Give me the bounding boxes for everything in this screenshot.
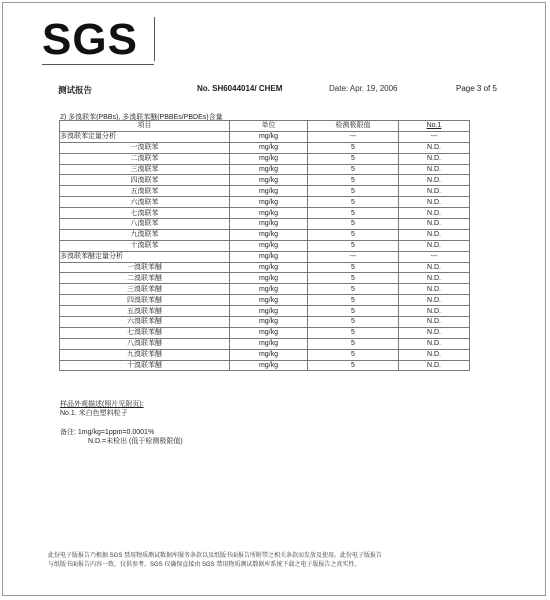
result-cell: N.D. <box>399 142 470 153</box>
item-cell: 三溴联苯醚 <box>60 284 230 295</box>
unit-cell: mg/kg <box>230 327 308 338</box>
result-cell: N.D. <box>399 317 470 328</box>
limit-cell: 5 <box>308 338 399 349</box>
unit-cell: mg/kg <box>230 219 308 230</box>
result-cell: N.D. <box>399 295 470 306</box>
table-row <box>60 208 470 219</box>
unit-cell: mg/kg <box>230 229 308 240</box>
table-row <box>60 349 470 360</box>
table-row <box>60 142 470 153</box>
result-cell: N.D. <box>399 197 470 208</box>
unit-cell: mg/kg <box>230 186 308 197</box>
unit-cell: mg/kg <box>230 153 308 164</box>
header-sample-no1: No.1 <box>399 121 470 132</box>
limit-cell: 5 <box>308 186 399 197</box>
result-cell: N.D. <box>399 219 470 230</box>
unit-cell: mg/kg <box>230 175 308 186</box>
unit-cell: mg/kg <box>230 284 308 295</box>
logo-rule-horizontal <box>42 64 154 65</box>
report-label: 测试报告 <box>58 86 93 96</box>
item-cell: 七溴联苯 <box>60 208 230 219</box>
item-cell: 八溴联苯醚 <box>60 338 230 349</box>
sample-description: No.1. 米白色塑料粒子 <box>60 410 128 417</box>
footer-line-1: 此份电子版报告乃根据 SGS 禁用物质测试数据库服务条款以及纸版书面报告所附带之相关条款而发放及使用。此份电子版报告 <box>48 553 383 559</box>
table-body <box>60 131 470 371</box>
limit-cell: 5 <box>308 273 399 284</box>
unit-cell: mg/kg <box>230 306 308 317</box>
unit-cell: mg/kg <box>230 131 308 142</box>
item-cell: 八溴联苯 <box>60 219 230 230</box>
limit-cell: 5 <box>308 153 399 164</box>
limit-cell: 5 <box>308 197 399 208</box>
limit-cell: 5 <box>308 284 399 295</box>
unit-cell: mg/kg <box>230 273 308 284</box>
result-cell: N.D. <box>399 240 470 251</box>
table-row <box>60 338 470 349</box>
limit-cell: 5 <box>308 306 399 317</box>
item-cell: 五溴联苯醚 <box>60 306 230 317</box>
report-header <box>58 84 508 98</box>
limit-cell: --- <box>308 251 399 262</box>
limit-cell: 5 <box>308 175 399 186</box>
header-unit: 单位 <box>230 121 308 132</box>
result-cell: N.D. <box>399 262 470 273</box>
limit-cell: 5 <box>308 317 399 328</box>
unit-cell: mg/kg <box>230 349 308 360</box>
result-cell: --- <box>399 251 470 262</box>
category-cell: 多溴联苯醚定量分析 <box>60 251 230 262</box>
table-row <box>60 240 470 251</box>
result-cell: N.D. <box>399 273 470 284</box>
limit-cell: --- <box>308 131 399 142</box>
limit-cell: 5 <box>308 219 399 230</box>
table-row <box>60 360 470 371</box>
result-cell: N.D. <box>399 153 470 164</box>
sample-description-title: 样品外观描述(照片见附页): <box>60 401 144 408</box>
table-row <box>60 229 470 240</box>
unit-cell: mg/kg <box>230 251 308 262</box>
page-indicator: Page 3 of 5 <box>456 84 497 93</box>
unit-cell: mg/kg <box>230 295 308 306</box>
result-cell: N.D. <box>399 175 470 186</box>
result-cell: N.D. <box>399 164 470 175</box>
unit-cell: mg/kg <box>230 142 308 153</box>
item-cell: 三溴联苯 <box>60 164 230 175</box>
header-item: 项目 <box>60 121 230 132</box>
table-row <box>60 306 470 317</box>
item-cell: 十溴联苯 <box>60 240 230 251</box>
logo-text: SGS <box>42 15 138 64</box>
unit-cell: mg/kg <box>230 338 308 349</box>
table-row <box>60 317 470 328</box>
result-cell: N.D. <box>399 338 470 349</box>
table-row <box>60 186 470 197</box>
item-cell: 六溴联苯醚 <box>60 317 230 328</box>
result-cell: N.D. <box>399 229 470 240</box>
unit-cell: mg/kg <box>230 208 308 219</box>
footer-line-2: 与纸版书面报告内容一致，仅供参考。SGS 仅确保直接由 SGS 禁用物质测试数据库系统下载之电子版报告之真实性。 <box>48 562 361 568</box>
table-row <box>60 164 470 175</box>
item-cell: 一溴联苯醚 <box>60 262 230 273</box>
unit-cell: mg/kg <box>230 360 308 371</box>
table-header-row <box>60 121 470 132</box>
item-cell: 十溴联苯醚 <box>60 360 230 371</box>
unit-cell: mg/kg <box>230 197 308 208</box>
item-cell: 四溴联苯醚 <box>60 295 230 306</box>
result-cell: N.D. <box>399 284 470 295</box>
unit-cell: mg/kg <box>230 262 308 273</box>
item-cell: 二溴联苯醚 <box>60 273 230 284</box>
unit-cell: mg/kg <box>230 240 308 251</box>
limit-cell: 5 <box>308 295 399 306</box>
results-table <box>59 120 470 371</box>
result-cell: N.D. <box>399 186 470 197</box>
report-date: Date: Apr. 19, 2006 <box>329 84 398 93</box>
item-cell: 五溴联苯 <box>60 186 230 197</box>
unit-cell: mg/kg <box>230 164 308 175</box>
table-row <box>60 284 470 295</box>
table-row <box>60 251 470 262</box>
item-cell: 七溴联苯醚 <box>60 327 230 338</box>
note-nd-definition: N.D.=未检出 (低于检测极限值) <box>88 438 183 445</box>
limit-cell: 5 <box>308 229 399 240</box>
table-row <box>60 131 470 142</box>
result-cell: N.D. <box>399 360 470 371</box>
result-cell: N.D. <box>399 306 470 317</box>
category-cell: 多溴联苯定量分析 <box>60 131 230 142</box>
result-cell: N.D. <box>399 327 470 338</box>
header-detection-limit: 检测极限值 <box>308 121 399 132</box>
report-number: No. SH6044014/ CHEM <box>197 84 283 93</box>
unit-cell: mg/kg <box>230 317 308 328</box>
limit-cell: 5 <box>308 208 399 219</box>
sgs-logo <box>42 15 160 65</box>
limit-cell: 5 <box>308 142 399 153</box>
limit-cell: 5 <box>308 240 399 251</box>
footer-disclaimer <box>48 552 508 570</box>
table-row <box>60 262 470 273</box>
result-cell: N.D. <box>399 349 470 360</box>
limit-cell: 5 <box>308 262 399 273</box>
table-row <box>60 273 470 284</box>
limit-cell: 5 <box>308 360 399 371</box>
result-cell: N.D. <box>399 208 470 219</box>
item-cell: 九溴联苯 <box>60 229 230 240</box>
limit-cell: 5 <box>308 164 399 175</box>
limit-cell: 5 <box>308 327 399 338</box>
item-cell: 九溴联苯醚 <box>60 349 230 360</box>
table-row <box>60 295 470 306</box>
table-row <box>60 219 470 230</box>
item-cell: 四溴联苯 <box>60 175 230 186</box>
item-cell: 六溴联苯 <box>60 197 230 208</box>
limit-cell: 5 <box>308 349 399 360</box>
item-cell: 二溴联苯 <box>60 153 230 164</box>
result-cell: --- <box>399 131 470 142</box>
table-row <box>60 327 470 338</box>
table-row <box>60 175 470 186</box>
item-cell: 一溴联苯 <box>60 142 230 153</box>
logo-rule-vertical <box>154 17 155 61</box>
section-title: 2) 多溴联苯(PBBs), 多溴联苯醚(PBBEs/PBDEs)含量 <box>60 114 223 121</box>
table-row <box>60 153 470 164</box>
table-row <box>60 197 470 208</box>
note-unit-conversion: 备注: 1mg/kg=1ppm=0.0001% <box>60 429 155 436</box>
